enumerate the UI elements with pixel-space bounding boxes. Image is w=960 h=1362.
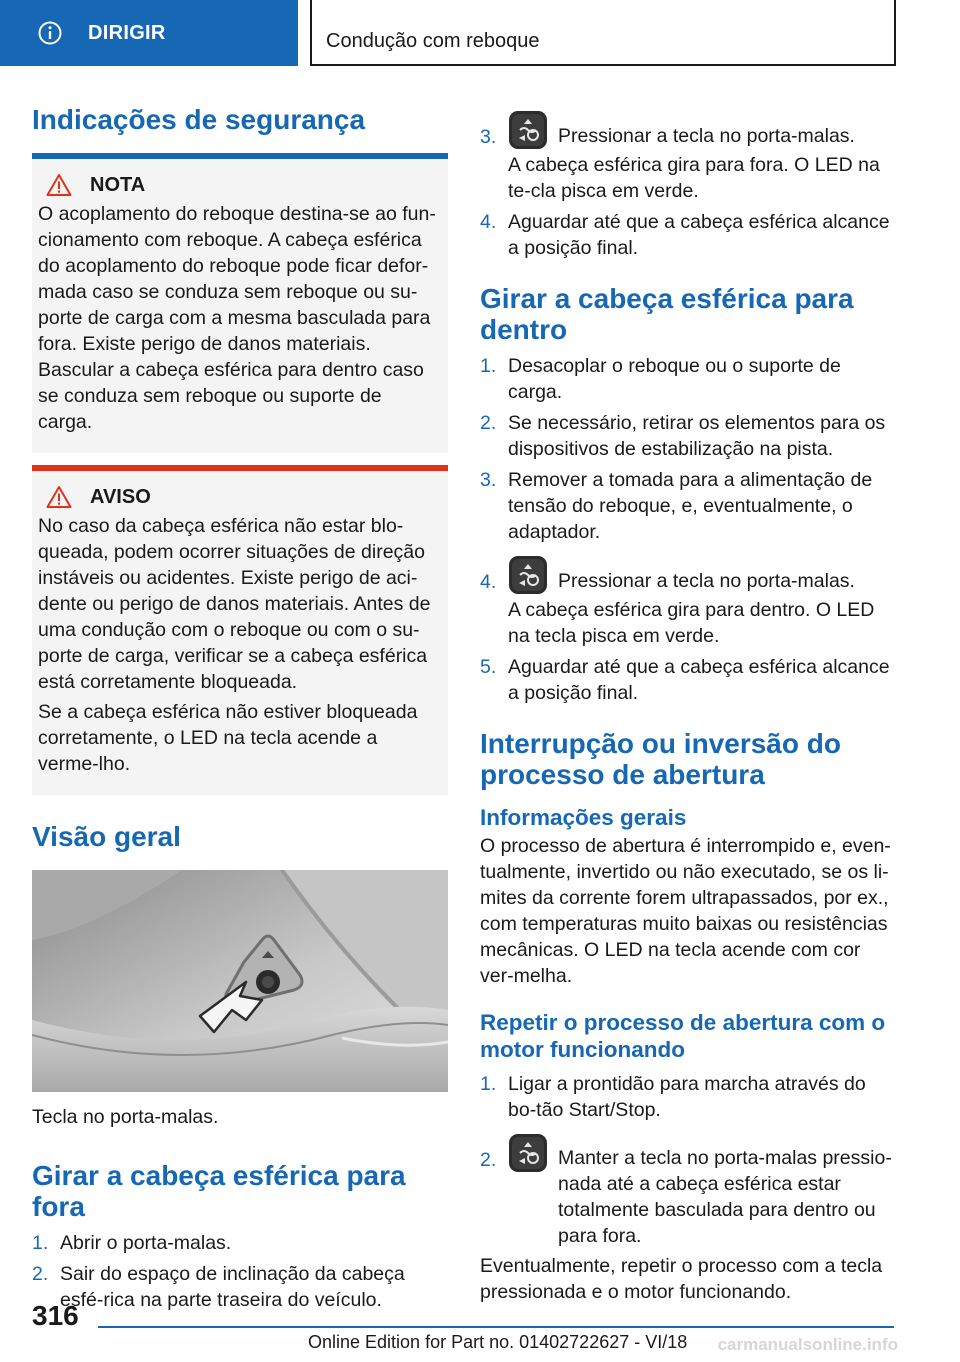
- trunk-illustration: [32, 870, 448, 1092]
- swing-out-list: [32, 1230, 448, 1313]
- trailer-hitch-button-icon: [508, 1133, 548, 1173]
- page-header: [0, 0, 960, 66]
- warning-triangle-icon: [46, 173, 72, 197]
- repeat-note: Eventualmente, repetir o processo com a tecla pressionada e o motor funcionando.: [480, 1255, 883, 1303]
- step-text: Aguardar até que a cabeça esférica alcance a posição final.: [508, 211, 890, 259]
- list-item: [480, 1133, 896, 1249]
- swing-out-list-continued: [480, 110, 896, 261]
- step-number: 1.: [480, 1073, 497, 1095]
- right-column: [480, 110, 896, 1305]
- section-label: DIRIGIR: [88, 21, 166, 44]
- repeat-heading: Repetir o processo de abertura com o motor funcionando: [480, 1010, 886, 1062]
- step-subtext: A cabeça esférica gira para dentro. O LED na tecla pisca em verde.: [508, 599, 875, 647]
- step-text: Sair do espaço de inclinação da cabeça esfé-rica na parte traseira do veículo.: [60, 1263, 405, 1311]
- page-number: 316: [32, 1300, 79, 1331]
- step-number: 2.: [480, 412, 497, 434]
- list-item: [32, 1261, 448, 1313]
- general-info-heading: Informações gerais: [480, 805, 687, 830]
- step-text: Pressionar a tecla no porta-malas.: [558, 570, 855, 592]
- info-icon: [38, 21, 62, 45]
- list-item: [480, 1071, 896, 1123]
- overview-heading: Visão geral: [32, 821, 181, 852]
- general-info-text: O processo de abertura é interrompido e, even-tualmente, invertido ou não executado, se os li-mites da corrente forem ultrapassados, por ex., com temperaturas muito baixas ou resistências mecânicas. O LED na tecla acende com cor ver-melha.: [480, 835, 891, 987]
- interrupt-heading: Interrupção ou inversão do processo de abertura: [480, 728, 841, 790]
- list-item: [480, 209, 896, 261]
- step-number: 4.: [480, 211, 497, 233]
- trailer-hitch-button-icon: [508, 555, 548, 595]
- warning-triangle-icon: [46, 485, 72, 509]
- watermark: carmanualsonline.info: [717, 1335, 898, 1354]
- step-number: 3.: [480, 126, 497, 148]
- nota-text: O acoplamento do reboque destina-se ao fun-cionamento com reboque. A cabeça esférica do acoplamento do reboque pode ficar defor-mada caso se conduza sem reboque ou su-porte de carga com a mesma basculada para fora. Existe perigo de danos materiais. Bascular a cabeça esférica para dentro caso se conduza sem reboque ou suporte de carga.: [38, 203, 436, 433]
- aviso-header: [38, 485, 436, 509]
- step-number: 4.: [480, 571, 497, 593]
- aviso-text: Se a cabeça esférica não estiver bloqueada corretamente, o LED na tecla acende a verme-lho.: [38, 701, 418, 775]
- nota-header: [38, 173, 436, 197]
- step-number: 3.: [480, 469, 497, 491]
- step-number: 1.: [32, 1232, 49, 1254]
- chapter-title: Condução com reboque: [326, 30, 540, 52]
- step-text: Pressionar a tecla no porta-malas.: [558, 125, 855, 147]
- step-text: Se necessário, retirar os elementos para os dispositivos de estabilização na pista.: [508, 412, 886, 460]
- aviso-text: No caso da cabeça esférica não estar blo-queada, podem ocorrer situações de direção instáveis ou acidentes. Existe perigo de aci-dente ou perigo de danos materiais. Antes de uma condução com o reboque ou com o su-porte de carga, verificar se a cabeça esférica está corretamente bloqueada.: [38, 515, 431, 693]
- step-number: 1.: [480, 355, 497, 377]
- step-text: Manter a tecla no porta-malas pressio-nada até a cabeça esférica estar totalmente basculada para dentro ou para fora.: [558, 1147, 892, 1247]
- swing-out-heading: Girar a cabeça esférica para fora: [32, 1160, 406, 1222]
- step-text: Abrir o porta-malas.: [60, 1232, 232, 1254]
- list-item: [480, 654, 896, 706]
- step-text: Remover a tomada para a alimentação de tensão do reboque, e, eventualmente, o adaptador.: [508, 469, 873, 543]
- key-step-row: [508, 555, 896, 595]
- aviso-box: [32, 471, 448, 795]
- step-subtext: A cabeça esférica gira para fora. O LED na te-cla pisca em verde.: [508, 154, 880, 202]
- edition-text: Online Edition for Part no. 01402722627 - VI/18: [308, 1332, 688, 1352]
- trailer-hitch-button-icon: [508, 110, 548, 150]
- section-tab: [0, 0, 298, 66]
- step-text: Desacoplar o reboque ou o suporte de carga.: [508, 355, 841, 403]
- trunk-button-photo: [32, 870, 448, 1092]
- nota-box: [32, 159, 448, 453]
- chapter-box: [312, 0, 896, 66]
- list-item: [480, 110, 896, 204]
- step-number: 2.: [32, 1263, 49, 1285]
- step-number: 5.: [480, 656, 497, 678]
- figure-caption: Tecla no porta-malas.: [32, 1106, 219, 1128]
- swing-in-heading: Girar a cabeça esférica para dentro: [480, 283, 854, 345]
- list-item: [480, 410, 896, 462]
- key-step-row: [508, 110, 896, 150]
- list-item: [32, 1230, 448, 1256]
- list-item: [480, 353, 896, 405]
- step-text: Ligar a prontidão para marcha através do bo-tão Start/Stop.: [508, 1073, 866, 1121]
- nota-title: NOTA: [90, 173, 146, 196]
- repeat-list: [480, 1071, 896, 1249]
- left-column: [32, 96, 448, 1313]
- swing-in-list: [480, 353, 896, 706]
- list-item: [480, 555, 896, 649]
- footer-rule: [98, 1326, 894, 1328]
- step-text: Aguardar até que a cabeça esférica alcance a posição final.: [508, 656, 890, 704]
- aviso-title: AVISO: [90, 485, 151, 508]
- list-item: [480, 467, 896, 545]
- safety-heading: Indicações de segurança: [32, 104, 366, 135]
- key-step-row: [508, 1133, 896, 1249]
- step-number: 2.: [480, 1149, 497, 1171]
